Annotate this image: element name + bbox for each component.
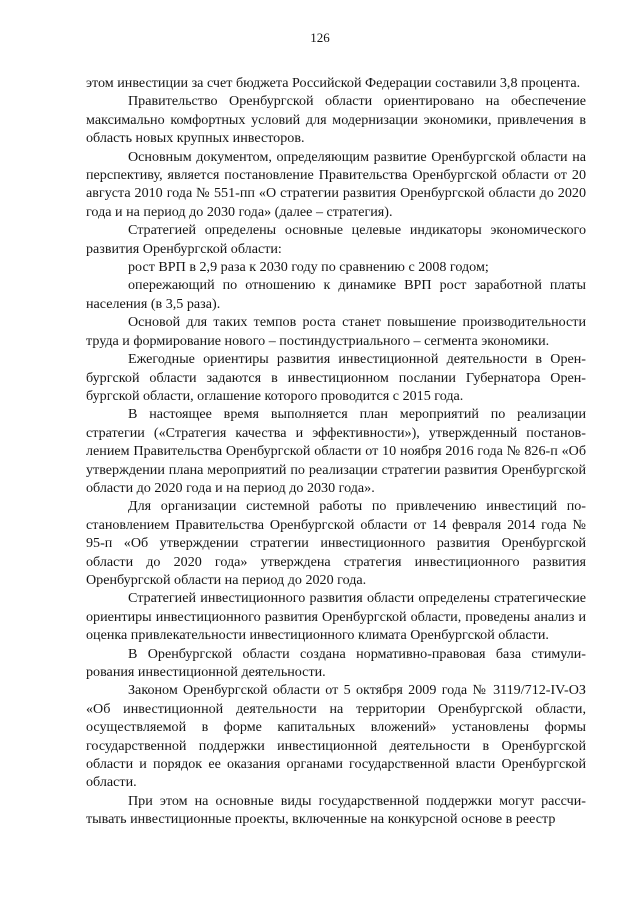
paragraph: В Оренбургской области создана нормативно-правовая база стимулирования инвестиционной деятельности. <box>86 645 586 680</box>
paragraph: Ежегодные ориентиры развития инвестиционной деятельности в Оренбургской области задаются в инвестиционном послании Губернатора Оренбургской области, оглашение которого проводится с 2015 года. <box>86 351 586 404</box>
paragraph-list-item: опережающий по отношению к динамике ВРП рост заработной платы населения (в 3,5 раза). <box>86 277 586 312</box>
paragraph: Законом Оренбургской области от 5 октября 2009 года № 3119/712-IV-ОЗ «Об инвестиционной деятельности на территории Оренбургской области, осуществляемой в форме капитальных вложений» установлены формы государственной поддержки инвестиционной деятельности в Оренбургской области и порядок ее оказания органами государственной власти Оренбургской области. <box>86 682 586 791</box>
paragraph: В настоящее время выполняется план мероприятий по реализации стратегии («Стратегия качества и эффективности»), утвержденный постановлением Правительства Оренбургской области от 10 ноября 2016 года № 826-п «Об утверждении плана мероприятий по реализации стратегии развития Оренбургской области до 2020 года и на период до 2030 года». <box>86 406 586 496</box>
paragraph: Стратегией инвестиционного развития области определены стратегические ориентиры инвестиционного развития Оренбургской области, проведены анализ и оценка привлекательности инвестиционного климата Оренбургской области. <box>86 590 586 644</box>
paragraph: Основой для таких темпов роста станет повышение производительности труда и формирование нового – постиндустриального – сегмента экономики. <box>86 314 586 349</box>
paragraph: Правительство Оренбургской области ориентировано на обеспечение максимально комфортных условий для модернизации экономики, привлечения в область новых крупных инвесторов. <box>86 93 586 147</box>
document-body <box>86 74 586 829</box>
paragraph: При этом на основные виды государственной поддержки могут рассчитывать инвестиционные проекты, включенные на конкурсной основе в реестр <box>86 792 586 828</box>
page-number: 126 <box>310 30 330 45</box>
paragraph: Стратегией определены основные целевые индикаторы экономического развития Оренбургской области: <box>86 222 586 257</box>
paragraph-continuation: этом инвестиции за счет бюджета Российской Федерации составили 3,8 процента. <box>86 75 581 91</box>
paragraph-list-item: рост ВРП в 2,9 раза к 2030 году по сравнению с 2008 годом; <box>128 259 489 276</box>
paragraph: Основным документом, определяющим развитие Оренбургской области на перспективу, является постановление Правительства Оренбургской области от 20 августа 2010 года № 551-пп «О стратегии развития Оренбургской области до 2020 года и на период до 2030 года» (далее – стратегия). <box>86 148 586 220</box>
paragraph: Для организации системной работы по привлечению инвестиций постановлением Правительства Оренбургской области от 14 февраля 2014 года № 95-п «Об утверждении стратегии инвестиционного развития Оренбургской области до 2020 года» утверждена стратегия инвестиционного развития Оренбургской области на период до 2020 года. <box>86 498 586 588</box>
